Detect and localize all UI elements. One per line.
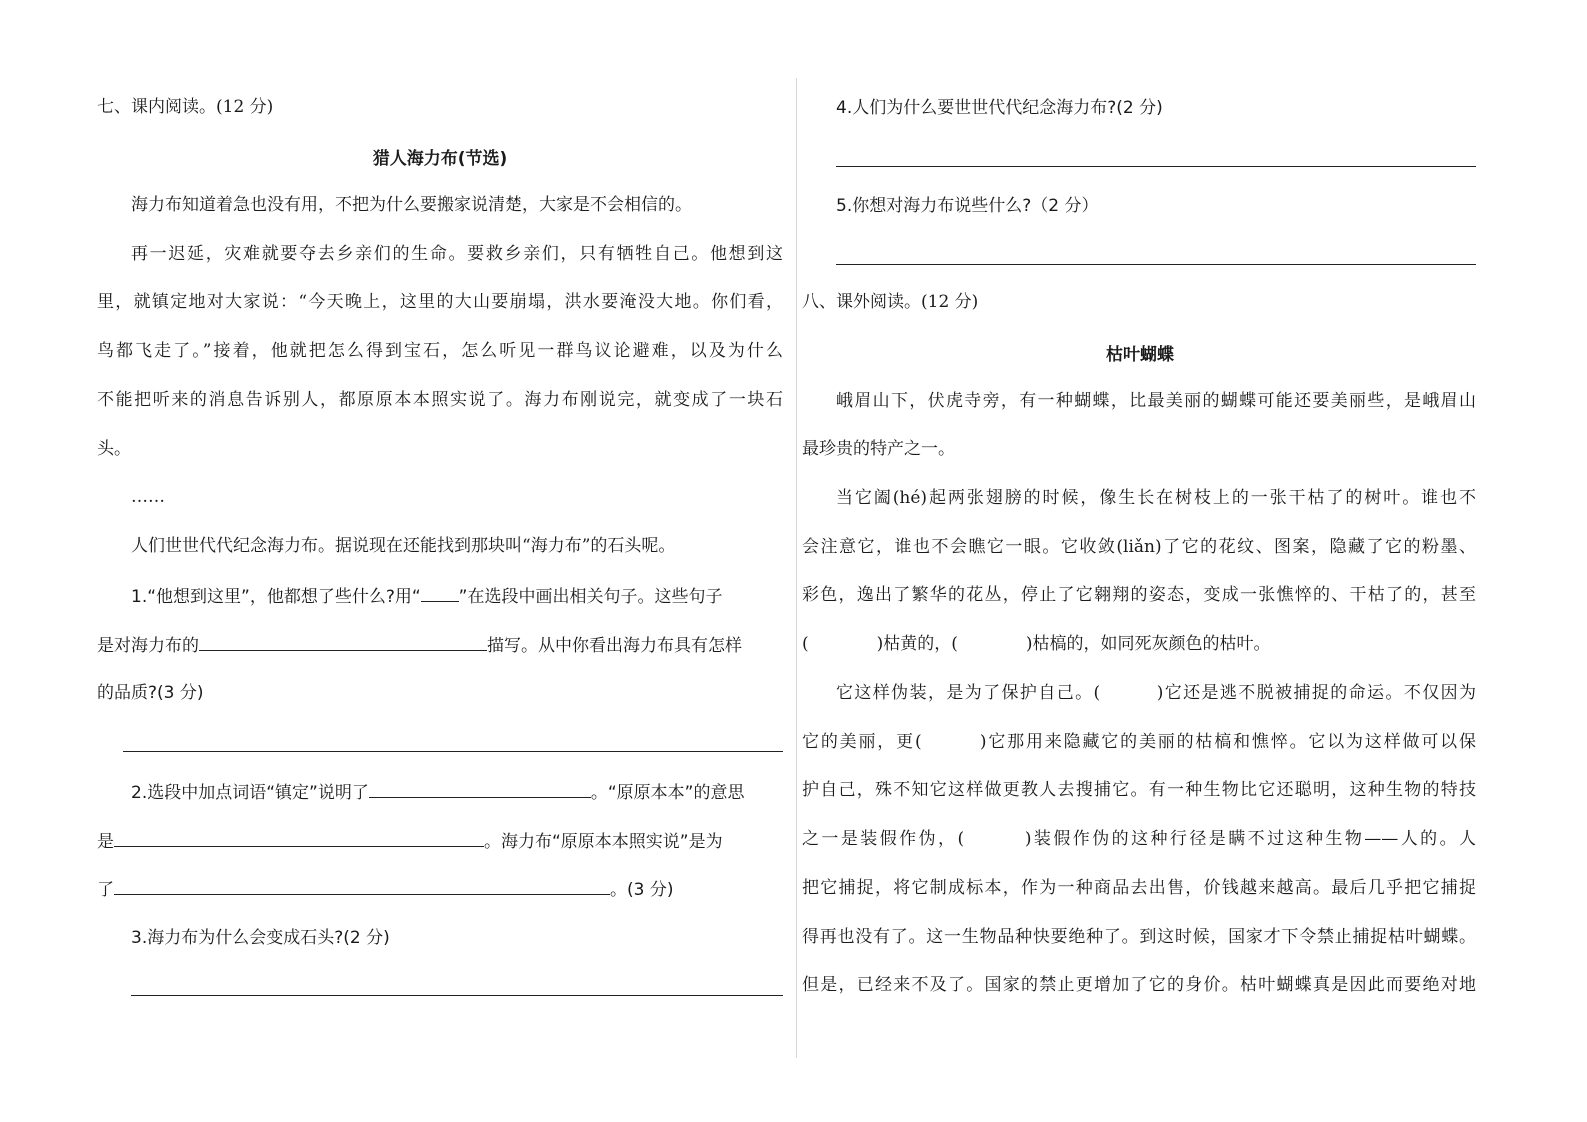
column-divider	[796, 78, 797, 1058]
question-1-text: ”在选段中画出相关句子。这些句子	[458, 587, 723, 607]
section-heading-8: 八、课外阅读。(12 分)	[802, 292, 979, 312]
passage-title-butterfly: 枯叶蝴蝶	[1106, 345, 1174, 365]
question-1-line-2	[97, 632, 742, 658]
passage-line: 护自己，殊不知它这样做更教人去搜捕它。有一种生物比它还聪明，这种生物的特技	[802, 780, 1476, 800]
answer-blank[interactable]	[114, 828, 484, 847]
question-5: 5.你想对海力布说些什么?（2 分）	[836, 196, 1099, 216]
passage-line: 彩色，逸出了繁华的花丛，停止了它翱翔的姿态，变成一张憔悴的、干枯了的，甚至	[802, 585, 1476, 605]
passage-line-with-blanks: 它的美丽，更( )它那用来隐藏它的美丽的枯槁和憔悴。它以为这样做可以保	[802, 732, 1476, 752]
answer-line-q4[interactable]	[836, 166, 1476, 167]
answer-blank[interactable]	[114, 876, 610, 895]
answer-blank[interactable]	[369, 779, 591, 798]
question-2-line-3	[97, 876, 673, 902]
passage-line-with-blanks: ( )枯黄的，( )枯槁的，如同死灰颜色的枯叶。	[802, 634, 1271, 654]
passage-line: 峨眉山下，伏虎寺旁，有一种蝴蝶，比最美丽的蝴蝶可能还要美丽些，是峨眉山	[836, 391, 1476, 411]
section-heading-7: 七、课内阅读。(12 分)	[97, 97, 274, 117]
question-2-text: 是	[97, 832, 114, 852]
passage-ellipsis: ……	[131, 487, 165, 507]
answer-line-q1[interactable]	[123, 751, 783, 752]
question-3: 3.海力布为什么会变成石头?(2 分)	[131, 928, 390, 948]
passage-line: 头。	[97, 439, 131, 459]
answer-blank[interactable]	[421, 583, 459, 602]
passage-line: 得再也没有了。这一生物品种快要绝种了。到这时候，国家才下令禁止捕捉枯叶蝴蝶。	[802, 927, 1476, 947]
passage-line: 会注意它，谁也不会瞧它一眼。它收敛(liǎn)了它的花纹、图案，隐藏了它的粉墨、	[802, 537, 1476, 557]
question-2-text: 了	[97, 880, 114, 900]
passage-title-hailibu: 猎人海力布(节选)	[372, 149, 508, 169]
passage-line: 但是，已经来不及了。国家的禁止更增加了它的身价。枯叶蝴蝶真是因此而要绝对地	[802, 975, 1476, 995]
question-2-text: 。(3 分)	[610, 880, 674, 900]
question-2-text: 。“原原本本”的意思	[590, 783, 745, 803]
answer-blank[interactable]	[199, 632, 487, 651]
answer-line-q5[interactable]	[836, 264, 1476, 265]
passage-line: 海力布知道着急也没有用，不把为什么要搬家说清楚，大家是不会相信的。	[131, 195, 692, 215]
answer-line-q3[interactable]	[131, 995, 783, 996]
question-1-text: 描写。从中你看出海力布具有怎样	[487, 636, 742, 656]
passage-line: 不能把听来的消息告诉别人，都原原本本照实说了。海力布刚说完，就变成了一块石	[97, 390, 783, 410]
passage-line-with-blanks: 之一是装假作伪，( )装假作伪的这种行径是瞒不过这种生物——人的。人	[802, 829, 1476, 849]
question-4: 4.人们为什么要世世代代纪念海力布?(2 分)	[836, 98, 1163, 118]
question-2	[131, 779, 744, 805]
passage-line-with-blanks: 它这样伪装，是为了保护自己。( )它还是逃不脱被捕捉的命运。不仅因为	[836, 683, 1476, 703]
question-1	[131, 583, 722, 609]
passage-line: 里，就镇定地对大家说：“今天晚上，这里的大山要崩塌，洪水要淹没大地。你们看，	[97, 292, 783, 312]
passage-line: 当它阖(hé)起两张翅膀的时候，像生长在树枝上的一张干枯了的树叶。谁也不	[836, 488, 1476, 508]
passage-line: 最珍贵的特产之一。	[802, 439, 955, 459]
question-2-line-2	[97, 828, 723, 854]
question-2-text: 2.选段中加点词语“镇定”说明了	[131, 783, 369, 803]
passage-line: 把它捕捉，将它制成标本，作为一种商品去出售，价钱越来越高。最后几乎把它捕捉	[802, 878, 1476, 898]
passage-line: 人们世世代代纪念海力布。据说现在还能找到那块叫“海力布”的石头呢。	[131, 536, 676, 556]
question-2-text: 。海力布“原原本本照实说”是为	[484, 832, 723, 852]
question-1-text: 1.“他想到这里”，他都想了些什么?用“	[131, 587, 421, 607]
question-1-line-3: 的品质?(3 分)	[97, 683, 204, 703]
passage-line: 再一迟延，灾难就要夺去乡亲们的生命。要救乡亲们，只有牺牲自己。他想到这	[131, 244, 783, 264]
question-1-text: 是对海力布的	[97, 636, 199, 656]
passage-line: 鸟都飞走了。”接着，他就把怎么得到宝石，怎么听见一群鸟议论避难，以及为什么	[97, 341, 783, 361]
